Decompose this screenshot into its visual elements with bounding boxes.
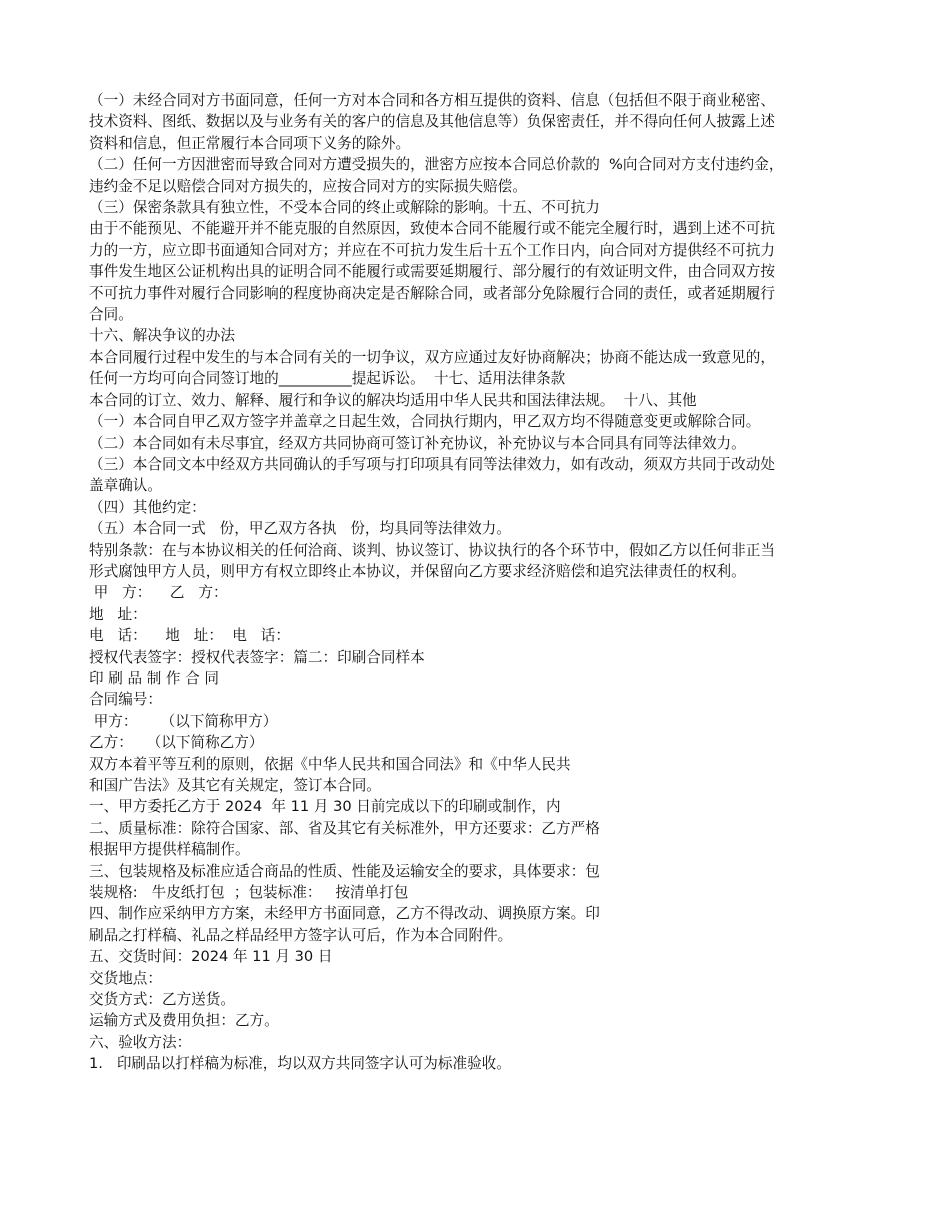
section-heading: 六、验收方法： <box>89 1033 192 1051</box>
text-line: 双方本着平等互利的原则，依据《中华人民共和国合同法》和《中华人民共 <box>89 755 571 773</box>
transport-cost: 运输方式及费用负担：乙方。 <box>89 1012 279 1030</box>
text-line: 由于不能预见、不能避开并不能克服的自然原因，致使本合同不能履行或不能完全履行时，遇到上述不可抗 <box>89 220 775 238</box>
text-line: 违约金不足以赔偿合同对方损失的，应按合同对方的实际损失赔偿。 <box>89 177 527 195</box>
contract-title: 印 刷 品 制 作 合 同 <box>89 669 219 687</box>
text-line: （二）任何一方因泄密而导致合同对方遭受损失的，泄密方应按本合同总价款的 %向合同对方支付违约金， <box>89 156 784 174</box>
text-line: 授权代表签字：授权代表签字：篇二：印刷合同样本 <box>89 648 425 666</box>
text-line: 装规格: 牛皮纸打包 ；包装标准： 按清单打包 <box>89 884 409 902</box>
text-line: 不可抗力事件对履行合同影响的程度协商决定是否解除合同，或者部分免除履行合同的责任，或者延期履行 <box>89 284 775 302</box>
text-line: （一）本合同自甲乙双方签字并盖章之日起生效，合同执行期内，甲乙双方均不得随意变更或解除合同。 <box>89 413 761 431</box>
delivery-method: 交货方式：乙方送货。 <box>89 991 235 1009</box>
signature-parties: 甲 方： 乙 方： <box>89 584 228 602</box>
text-line: 和国广告法》及其它有关规定，签订本合同。 <box>89 777 381 794</box>
text-line: 根据甲方提供样稿制作。 <box>89 841 250 859</box>
contract-number: 合同编号： <box>89 691 162 709</box>
text-line: 特别条款：在与本协议相关的任何洽商、谈判、协议签订、协议执行的各个环节中，假如乙方以任何非正当 <box>89 541 775 559</box>
text-line: （三）本合同文本中经双方共同确认的手写项与打印项具有同等法律效力，如有改动，须双方共同于改动处 <box>89 455 775 473</box>
text-line: 四、制作应采纳甲方方案，未经甲方书面同意，乙方不得改动、调换原方案。印 <box>89 905 600 923</box>
text-line: 盖章确认。 <box>89 477 162 495</box>
text-line: 技术资料、图纸、数据以及与业务有关的客户的信息及其他信息等）负保密责任，并不得向任何人披露上述 <box>89 113 775 131</box>
contract-document <box>89 90 869 1075</box>
text-line: 三、包装规格及标准应适合商品的性质、性能及运输安全的要求，具体要求：包 <box>89 862 600 880</box>
delivery-time: 五、交货时间：2024 年 11 月 30 日 <box>89 948 333 966</box>
delivery-place: 交货地点： <box>89 969 162 987</box>
text-line: 资料和信息，但正常履行本合同项下义务的除外。 <box>89 134 411 152</box>
text-line: 合同。 <box>89 306 133 324</box>
text-line: （四）其他约定： <box>89 498 206 516</box>
text-line: （五）本合同一式 份，甲乙双方各执 份，均具同等法律效力。 <box>89 520 511 538</box>
text-line: （二）本合同如有未尽事宜，经双方共同协商可签订补充协议，补充协议与本合同具有同等法律效力。 <box>89 434 746 452</box>
party-b-line: 乙方： （以下简称乙方） <box>89 734 264 752</box>
text-line: 事件发生地区公证机构出具的证明合同不能履行或需要延期履行、部分履行的有效证明文件，由合同双方按 <box>89 263 775 281</box>
text-line: 一、甲方委托乙方于 2024 年 11 月 30 日前完成以下的印刷或制作，内 <box>89 798 561 816</box>
phone-line: 电 话： 地 址： 电 话： <box>89 627 290 645</box>
text-line: 本合同履行过程中发生的与本合同有关的一切争议，双方应通过友好协商解决；协商不能达成一致意见的， <box>89 348 775 366</box>
address-line: 地 址： <box>89 605 147 623</box>
text-line: （一）未经合同对方书面同意，任何一方对本合同和各方相互提供的资料、信息（包括但不限于商业秘密、 <box>89 92 775 109</box>
party-a-line: 甲方： （以下简称甲方） <box>89 712 278 730</box>
text-line: 刷品之打样稿、礼品之样品经甲方签字认可后，作为本合同附件。 <box>89 926 513 944</box>
text-line: 本合同的订立、效力、解释、履行和争议的解决均适用中华人民共和国法律法规。 十八、其他 <box>89 391 697 409</box>
text-line: 任何一方均可向合同签订地的__________提起诉讼。 十七、适用法律条款 <box>89 370 566 388</box>
text-line: （三）保密条款具有独立性，不受本合同的终止或解除的影响。十五、不可抗力 <box>89 199 600 217</box>
text-line: 二、质量标准：除符合国家、部、省及其它有关标准外，甲方还要求：乙方严格 <box>89 819 600 837</box>
text-line: 力的一方，应立即书面通知合同对方；并应在不可抗力发生后十五个工作日内，向合同对方提供经不可抗力 <box>89 241 775 259</box>
text-line: 形式腐蚀甲方人员，则甲方有权立即终止本协议，并保留向乙方要求经济赔偿和追究法律责任的权利。 <box>89 562 746 580</box>
section-heading: 十六、解决争议的办法 <box>89 327 235 345</box>
text-line: 1. 印刷品以打样稿为标准，均以双方共同签字认可为标准验收。 <box>89 1055 511 1073</box>
